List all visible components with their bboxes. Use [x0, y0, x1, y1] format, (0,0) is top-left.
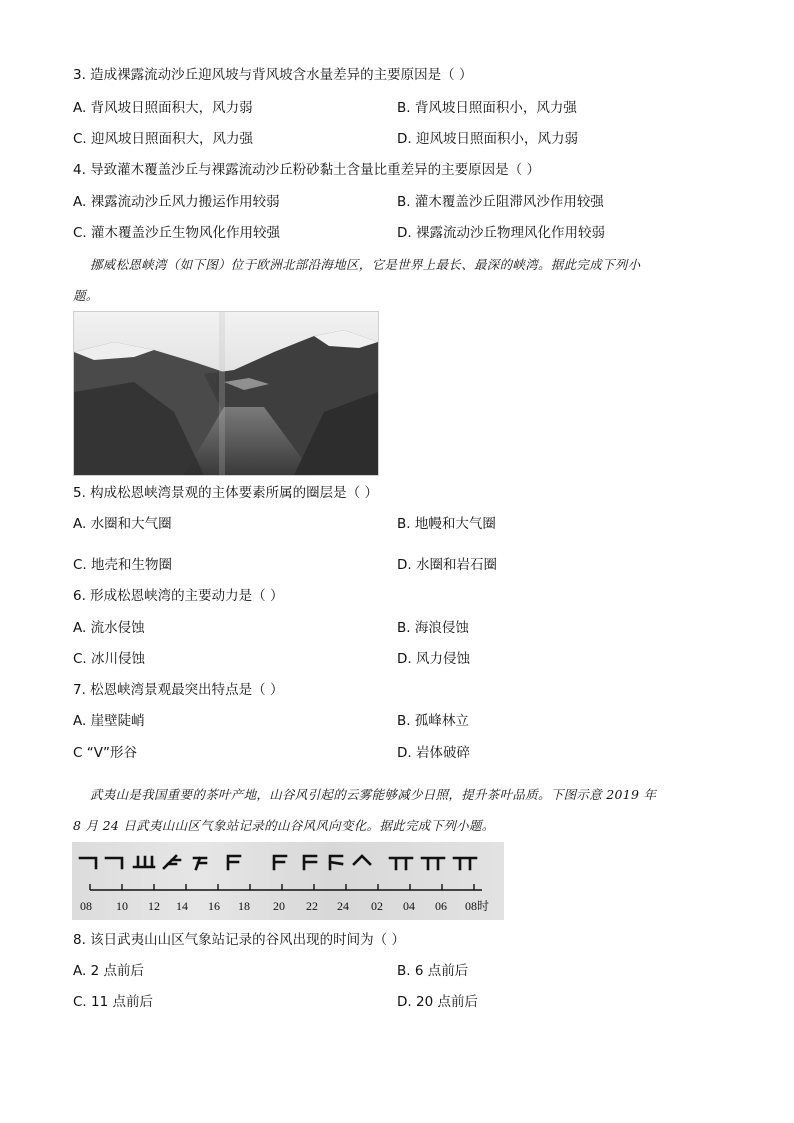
- time-axis: [90, 884, 482, 890]
- wind-barb-16: [194, 858, 206, 869]
- hour-label: 20: [273, 899, 285, 913]
- q7-option-a: A. 崖壁陡峭: [73, 713, 145, 729]
- hour-label: 08: [80, 899, 92, 913]
- hour-label: 12: [148, 899, 160, 913]
- wuyi-passage-line-1: 武夷山是我国重要的茶叶产地，山谷风引起的云雾能够减少日照，提升茶叶品质。下图示意 2019 年: [90, 787, 657, 802]
- wind-direction-diagram: [72, 842, 504, 920]
- wind-barb-10: [106, 858, 122, 868]
- q7-option-b: B. 孤峰林立: [397, 713, 469, 729]
- hour-label: 08时: [464, 899, 490, 913]
- wind-barb-14: [164, 856, 180, 868]
- fjord-passage-line-2: 题。: [73, 288, 99, 303]
- question-4: 4. 导致灌木覆盖沙丘与裸露流动沙丘粉砂黏土含量比重差异的主要原因是（ ）: [73, 162, 540, 178]
- wind-barb-12: [134, 857, 154, 867]
- q7-option-c: C “V”形谷: [73, 745, 137, 761]
- wind-barb-24: [330, 856, 342, 869]
- q6-option-c: C. 冰川侵蚀: [73, 651, 146, 667]
- question-8: 8. 该日武夷山山区气象站记录的谷风出现的时间为（ ）: [73, 932, 405, 948]
- q4-option-d: D. 裸露流动沙丘物理风化作用较弱: [397, 225, 605, 241]
- fjord-photo: [73, 311, 379, 476]
- hour-label: 22: [306, 899, 318, 913]
- q6-option-d: D. 风力侵蚀: [397, 651, 470, 667]
- q4-option-b: B. 灌木覆盖沙丘阻滞风沙作用较强: [397, 194, 604, 210]
- fjord-passage-line-1: 挪威松恩峡湾（如下图）位于欧洲北部沿海地区，它是世界上最长、最深的峡湾。据此完成下列小: [90, 257, 641, 272]
- q3-option-a: A. 背风坡日照面积大，风力弱: [73, 100, 253, 116]
- q3-option-b: B. 背风坡日照面积小，风力强: [397, 100, 577, 116]
- wind-barb-04: [390, 858, 412, 869]
- hour-label: 04: [403, 899, 415, 913]
- q8-option-c: C. 11 点前后: [73, 994, 153, 1010]
- hour-label: 18: [238, 899, 250, 913]
- q8-option-a: A. 2 点前后: [73, 963, 144, 979]
- q6-option-b: B. 海浪侵蚀: [397, 620, 469, 636]
- q3-option-d: D. 迎风坡日照面积小，风力弱: [397, 131, 578, 147]
- q8-option-d: D. 20 点前后: [397, 994, 478, 1010]
- q7-option-d: D. 岩体破碎: [397, 745, 470, 761]
- hour-label: 02: [371, 899, 383, 913]
- wind-direction-figure: [72, 842, 504, 920]
- q5-option-c: C. 地壳和生物圈: [73, 557, 173, 573]
- q3-option-c: C. 迎风坡日照面积大，风力强: [73, 131, 254, 147]
- wind-barb-08: [80, 858, 96, 868]
- wind-barbs: [80, 856, 476, 869]
- wind-barb-20: [274, 856, 286, 869]
- fjord-photo-illustration: [74, 312, 378, 475]
- question-3: 3. 造成裸露流动沙丘迎风坡与背风坡含水量差异的主要原因是（ ）: [73, 67, 473, 83]
- hour-label: 16: [208, 899, 220, 913]
- hour-label: 10: [116, 899, 128, 913]
- q5-option-d: D. 水圈和岩石圈: [397, 557, 497, 573]
- question-5: 5. 构成松恩峡湾景观的主体要素所属的圈层是（ ）: [73, 485, 378, 501]
- q5-option-b: B. 地幔和大气圈: [397, 516, 496, 532]
- q4-option-c: C. 灌木覆盖沙丘生物风化作用较强: [73, 225, 281, 241]
- hour-label: 06: [435, 899, 447, 913]
- hour-label: 24: [337, 899, 349, 913]
- q8-option-b: B. 6 点前后: [397, 963, 469, 979]
- q5-option-a: A. 水圈和大气圈: [73, 516, 172, 532]
- wind-barb-06: [422, 858, 444, 869]
- question-7: 7. 松恩峡湾景观最突出特点是（ ）: [73, 682, 284, 698]
- q4-option-a: A. 裸露流动沙丘风力搬运作用较弱: [73, 194, 280, 210]
- question-6: 6. 形成松恩峡湾的主要动力是（ ）: [73, 588, 284, 604]
- wind-barb-02: [354, 856, 370, 864]
- wind-barb-08-end: [454, 858, 476, 869]
- q6-option-a: A. 流水侵蚀: [73, 620, 145, 636]
- wuyi-passage-line-2: 8 月 24 日武夷山山区气象站记录的山谷风风向变化。据此完成下列小题。: [73, 818, 495, 833]
- time-axis-labels: [80, 898, 489, 913]
- wind-barb-18: [228, 856, 240, 869]
- hour-label: 14: [176, 899, 188, 913]
- wind-barb-22: [304, 856, 316, 869]
